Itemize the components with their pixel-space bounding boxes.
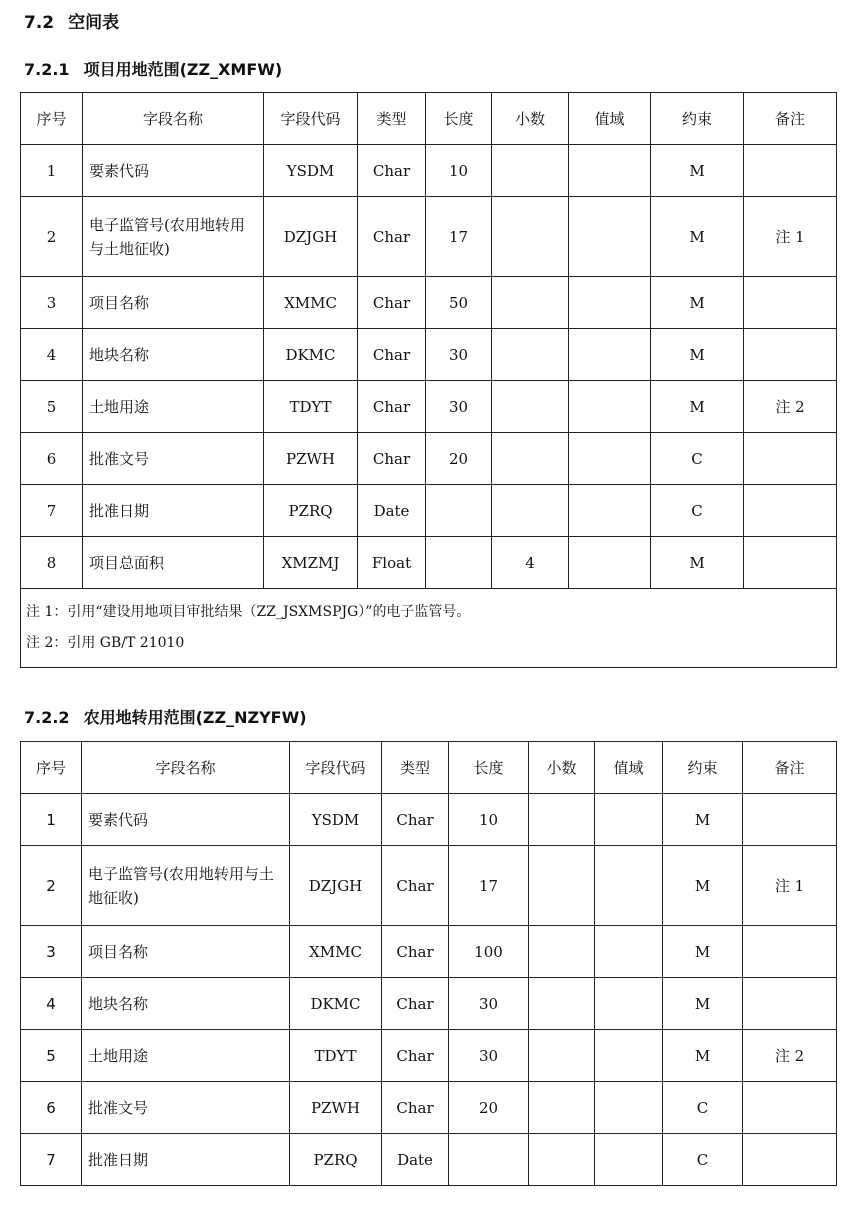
cell-remark — [743, 794, 837, 846]
header-row — [21, 93, 837, 145]
cell-type: Char — [358, 197, 426, 277]
cell-decimal — [492, 485, 569, 537]
table-row — [21, 145, 837, 197]
cell-constraint: C — [663, 1082, 743, 1134]
table-row — [21, 485, 837, 537]
cell-remark — [744, 145, 837, 197]
cell-field-code: DKMC — [290, 978, 382, 1030]
table-1-number: 7.2.1 — [24, 60, 70, 79]
cell-type: Char — [382, 1082, 449, 1134]
cell-field-code: XMMC — [290, 926, 382, 978]
cell-seq: 4 — [21, 978, 82, 1030]
cell-constraint: M — [651, 277, 744, 329]
cell-decimal — [529, 978, 595, 1030]
cell-field-name: 土地用途 — [82, 1030, 290, 1082]
cell-remark: 注 2 — [744, 381, 837, 433]
cell-decimal — [529, 846, 595, 926]
cell-domain — [595, 926, 663, 978]
cell-constraint: M — [651, 381, 744, 433]
cell-domain — [595, 846, 663, 926]
column-header: 类型 — [382, 742, 449, 794]
column-header: 长度 — [449, 742, 529, 794]
cell-seq: 3 — [21, 926, 82, 978]
cell-field-code: XMMC — [264, 277, 358, 329]
cell-length: 30 — [426, 381, 492, 433]
cell-length: 100 — [449, 926, 529, 978]
cell-seq: 1 — [21, 794, 82, 846]
cell-seq: 7 — [21, 1134, 82, 1186]
cell-constraint: M — [651, 537, 744, 589]
cell-field-code: PZWH — [264, 433, 358, 485]
cell-constraint: C — [651, 433, 744, 485]
cell-remark — [744, 433, 837, 485]
cell-seq: 2 — [21, 197, 83, 277]
cell-domain — [595, 1082, 663, 1134]
cell-seq: 4 — [21, 329, 83, 381]
cell-seq: 7 — [21, 485, 83, 537]
column-header: 字段名称 — [82, 742, 290, 794]
cell-field-code: DKMC — [264, 329, 358, 381]
cell-decimal: 4 — [492, 537, 569, 589]
cell-decimal — [492, 433, 569, 485]
cell-field-name: 项目名称 — [83, 277, 264, 329]
column-header: 值域 — [569, 93, 651, 145]
cell-remark — [743, 1082, 837, 1134]
cell-domain — [569, 485, 651, 537]
cell-type: Char — [358, 277, 426, 329]
cell-constraint: M — [663, 1030, 743, 1082]
note-line: 注 1：引用“建设用地项目审批结果（ZZ_JSXMSPJG）”的电子监管号。 — [26, 604, 471, 620]
cell-decimal — [529, 926, 595, 978]
cell-field-name: 批准日期 — [82, 1134, 290, 1186]
note-line: 注 2：引用 GB/T 21010 — [26, 635, 185, 651]
header-row — [21, 742, 837, 794]
cell-field-name: 批准文号 — [82, 1082, 290, 1134]
cell-length: 50 — [426, 277, 492, 329]
cell-seq: 3 — [21, 277, 83, 329]
cell-field-code: YSDM — [290, 794, 382, 846]
cell-field-name: 批准文号 — [83, 433, 264, 485]
cell-type: Char — [382, 1030, 449, 1082]
cell-field-code: TDYT — [290, 1030, 382, 1082]
table-2-title-text: 农用地转用范围(ZZ_NZYFW) — [83, 708, 307, 727]
table-row — [21, 537, 837, 589]
table-1-title-text: 项目用地范围(ZZ_XMFW) — [83, 60, 283, 79]
table-row — [21, 1134, 837, 1186]
cell-domain — [595, 794, 663, 846]
cell-constraint: C — [651, 485, 744, 537]
cell-remark: 注 1 — [744, 197, 837, 277]
cell-length: 20 — [449, 1082, 529, 1134]
table-2-title — [24, 710, 307, 726]
cell-seq: 6 — [21, 433, 83, 485]
column-header: 约束 — [663, 742, 743, 794]
cell-field-name: 土地用途 — [83, 381, 264, 433]
cell-domain — [569, 537, 651, 589]
cell-field-name: 批准日期 — [83, 485, 264, 537]
cell-remark — [744, 277, 837, 329]
cell-decimal — [492, 197, 569, 277]
cell-field-name: 地块名称 — [83, 329, 264, 381]
cell-field-name: 电子监管号(农用地转用与土地征收) — [83, 197, 264, 277]
cell-type: Char — [358, 381, 426, 433]
cell-decimal — [529, 1082, 595, 1134]
cell-field-name: 地块名称 — [82, 978, 290, 1030]
cell-decimal — [492, 329, 569, 381]
cell-remark — [744, 537, 837, 589]
table-row — [21, 846, 837, 926]
cell-constraint: M — [651, 197, 744, 277]
cell-remark — [743, 978, 837, 1030]
cell-domain — [569, 145, 651, 197]
cell-domain — [569, 197, 651, 277]
cell-field-name: 项目总面积 — [83, 537, 264, 589]
column-header: 小数 — [529, 742, 595, 794]
cell-seq: 1 — [21, 145, 83, 197]
cell-remark — [744, 329, 837, 381]
table-row — [21, 277, 837, 329]
column-header: 字段代码 — [290, 742, 382, 794]
cell-constraint: M — [663, 926, 743, 978]
cell-length — [449, 1134, 529, 1186]
column-header: 长度 — [426, 93, 492, 145]
cell-decimal — [492, 145, 569, 197]
cell-field-code: PZRQ — [264, 485, 358, 537]
cell-seq: 8 — [21, 537, 83, 589]
table-2-number: 7.2.2 — [24, 708, 70, 727]
cell-type: Char — [382, 926, 449, 978]
table-row — [21, 1030, 837, 1082]
cell-field-code: XMZMJ — [264, 537, 358, 589]
cell-type: Char — [382, 978, 449, 1030]
cell-length: 17 — [449, 846, 529, 926]
cell-field-code: DZJGH — [290, 846, 382, 926]
cell-type: Char — [358, 145, 426, 197]
table-row — [21, 329, 837, 381]
cell-seq: 6 — [21, 1082, 82, 1134]
cell-type: Char — [382, 794, 449, 846]
notes-row — [21, 589, 837, 668]
section-title — [24, 15, 119, 32]
cell-type: Float — [358, 537, 426, 589]
column-header: 类型 — [358, 93, 426, 145]
cell-type: Char — [358, 329, 426, 381]
cell-remark — [743, 926, 837, 978]
field-spec-table-xmfw — [20, 92, 837, 668]
table-header — [21, 742, 837, 794]
cell-seq: 5 — [21, 1030, 82, 1082]
cell-field-code: TDYT — [264, 381, 358, 433]
cell-constraint: M — [663, 794, 743, 846]
cell-constraint: M — [663, 846, 743, 926]
table-body — [21, 794, 837, 1186]
cell-decimal — [529, 794, 595, 846]
cell-constraint: C — [663, 1134, 743, 1186]
table-row — [21, 381, 837, 433]
cell-type: Char — [382, 846, 449, 926]
cell-domain — [569, 277, 651, 329]
cell-domain — [569, 329, 651, 381]
section-title-text: 空间表 — [68, 13, 120, 33]
cell-field-name: 电子监管号(农用地转用与土地征收) — [82, 846, 290, 926]
column-header: 小数 — [492, 93, 569, 145]
cell-remark: 注 2 — [743, 1030, 837, 1082]
cell-type: Date — [358, 485, 426, 537]
cell-remark: 注 1 — [743, 846, 837, 926]
cell-length — [426, 537, 492, 589]
cell-length: 17 — [426, 197, 492, 277]
table-row — [21, 1082, 837, 1134]
cell-length: 20 — [426, 433, 492, 485]
cell-field-code: DZJGH — [264, 197, 358, 277]
cell-field-code: YSDM — [264, 145, 358, 197]
table-row — [21, 794, 837, 846]
cell-decimal — [529, 1134, 595, 1186]
section-number: 7.2 — [24, 13, 55, 33]
column-header: 约束 — [651, 93, 744, 145]
column-header: 序号 — [21, 742, 82, 794]
cell-field-name: 要素代码 — [82, 794, 290, 846]
cell-domain — [569, 433, 651, 485]
column-header: 备注 — [744, 93, 837, 145]
cell-remark — [743, 1134, 837, 1186]
column-header: 值域 — [595, 742, 663, 794]
cell-field-name: 要素代码 — [83, 145, 264, 197]
column-header: 字段代码 — [264, 93, 358, 145]
cell-type: Char — [358, 433, 426, 485]
cell-length: 30 — [426, 329, 492, 381]
cell-type: Date — [382, 1134, 449, 1186]
table-row — [21, 926, 837, 978]
cell-domain — [595, 978, 663, 1030]
cell-length — [426, 485, 492, 537]
cell-constraint: M — [651, 145, 744, 197]
column-header: 序号 — [21, 93, 83, 145]
table-1-title — [24, 62, 282, 78]
cell-remark — [744, 485, 837, 537]
table-body — [21, 145, 837, 668]
cell-length: 30 — [449, 978, 529, 1030]
cell-domain — [595, 1030, 663, 1082]
cell-constraint: M — [663, 978, 743, 1030]
table-row — [21, 197, 837, 277]
cell-decimal — [529, 1030, 595, 1082]
cell-field-name: 项目名称 — [82, 926, 290, 978]
cell-seq: 5 — [21, 381, 83, 433]
table-notes — [21, 589, 837, 668]
cell-field-code: PZRQ — [290, 1134, 382, 1186]
table-header — [21, 93, 837, 145]
cell-seq: 2 — [21, 846, 82, 926]
cell-decimal — [492, 277, 569, 329]
cell-constraint: M — [651, 329, 744, 381]
cell-length: 10 — [449, 794, 529, 846]
table-row — [21, 433, 837, 485]
cell-domain — [569, 381, 651, 433]
cell-domain — [595, 1134, 663, 1186]
field-spec-table-nzyfw — [20, 741, 837, 1186]
cell-field-code: PZWH — [290, 1082, 382, 1134]
column-header: 字段名称 — [83, 93, 264, 145]
column-header: 备注 — [743, 742, 837, 794]
cell-decimal — [492, 381, 569, 433]
table-row — [21, 978, 837, 1030]
cell-length: 10 — [426, 145, 492, 197]
cell-length: 30 — [449, 1030, 529, 1082]
